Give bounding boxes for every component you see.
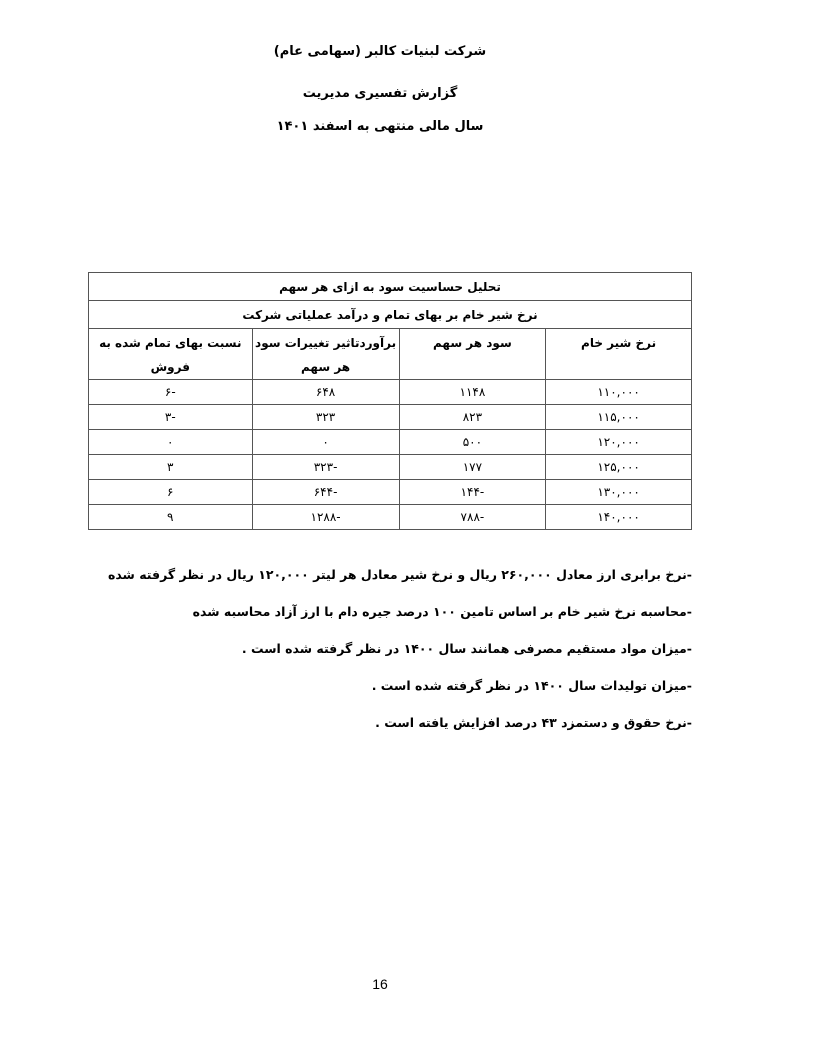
table-cell: ۱۷۷ bbox=[399, 455, 546, 480]
column-header: نسبت بهای تمام شده به فروش bbox=[89, 329, 253, 380]
note-item: -میزان مواد مستقیم مصرفی همانند سال ۱۴۰۰ در نظر گرفته شده است . bbox=[241, 641, 692, 656]
table-cell: ۱۲۵,۰۰۰ bbox=[546, 455, 692, 480]
table-cell: ۱۳۰,۰۰۰ bbox=[546, 480, 692, 505]
table-header-row bbox=[89, 329, 692, 380]
fiscal-period: سال مالی منتهی به اسفند ۱۴۰۱ bbox=[276, 119, 484, 134]
table-cell: ۱۱۰,۰۰۰ bbox=[546, 380, 692, 405]
column-header: برآوردتاثیر تغییرات سود هر سهم bbox=[252, 329, 399, 380]
table-cell: ۶۴۸ bbox=[252, 380, 399, 405]
table-subtitle: نرخ شیر خام بر بهای تمام و درآمد عملیاتی شرکت bbox=[89, 301, 692, 329]
table-row bbox=[89, 505, 692, 530]
table-cell: ۶ bbox=[89, 480, 253, 505]
table-row bbox=[89, 455, 692, 480]
table-cell: -۷۸۸ bbox=[399, 505, 546, 530]
table-title: تحلیل حساسیت سود به ازای هر سهم bbox=[89, 273, 692, 301]
page-number: 16 bbox=[372, 976, 388, 992]
table-cell: ۸۲۳ bbox=[399, 405, 546, 430]
table-cell: -۶۴۴ bbox=[252, 480, 399, 505]
table-row bbox=[89, 480, 692, 505]
table-cell: -۳ bbox=[89, 405, 253, 430]
note-item: -میزان تولیدات سال ۱۴۰۰ در نظر گرفته شده است . bbox=[371, 678, 692, 693]
table-cell: -۱۴۴ bbox=[399, 480, 546, 505]
sensitivity-table bbox=[88, 272, 692, 530]
table-row bbox=[89, 380, 692, 405]
table-cell: ۹ bbox=[89, 505, 253, 530]
table-cell: ۳۲۳ bbox=[252, 405, 399, 430]
report-title: گزارش تفسیری مدیریت bbox=[302, 86, 458, 101]
table-cell: ۱۱۵,۰۰۰ bbox=[546, 405, 692, 430]
table-cell: ۱۲۰,۰۰۰ bbox=[546, 430, 692, 455]
table-cell: ۱۴۰,۰۰۰ bbox=[546, 505, 692, 530]
table-cell: ۳ bbox=[89, 455, 253, 480]
note-item: -محاسبه نرخ شیر خام بر اساس تامین ۱۰۰ درصد جیره دام با ارز آزاد محاسبه شده bbox=[192, 604, 692, 619]
table-row bbox=[89, 430, 692, 455]
note-item: -نرخ حقوق و دستمزد ۴۳ درصد افزایش یافته است . bbox=[375, 715, 692, 730]
table-cell: ۵۰۰ bbox=[399, 430, 546, 455]
column-header: سود هر سهم bbox=[399, 329, 546, 380]
table-row bbox=[89, 405, 692, 430]
table-cell: -۱۲۸۸ bbox=[252, 505, 399, 530]
note-item: -نرخ برابری ارز معادل ۲۶۰,۰۰۰ ریال و نرخ شیر معادل هر لیتر ۱۲۰,۰۰۰ ریال در نظر گرفته شده bbox=[107, 567, 692, 582]
table-cell: ۰ bbox=[252, 430, 399, 455]
company-name: شرکت لبنیات کالبر (سهامی عام) bbox=[273, 44, 487, 59]
table-cell: ۰ bbox=[89, 430, 253, 455]
table-cell: ۱۱۴۸ bbox=[399, 380, 546, 405]
table-cell: -۳۲۳ bbox=[252, 455, 399, 480]
table-cell: -۶ bbox=[89, 380, 253, 405]
column-header: نرخ شیر خام bbox=[546, 329, 692, 380]
assumption-notes bbox=[100, 560, 692, 745]
